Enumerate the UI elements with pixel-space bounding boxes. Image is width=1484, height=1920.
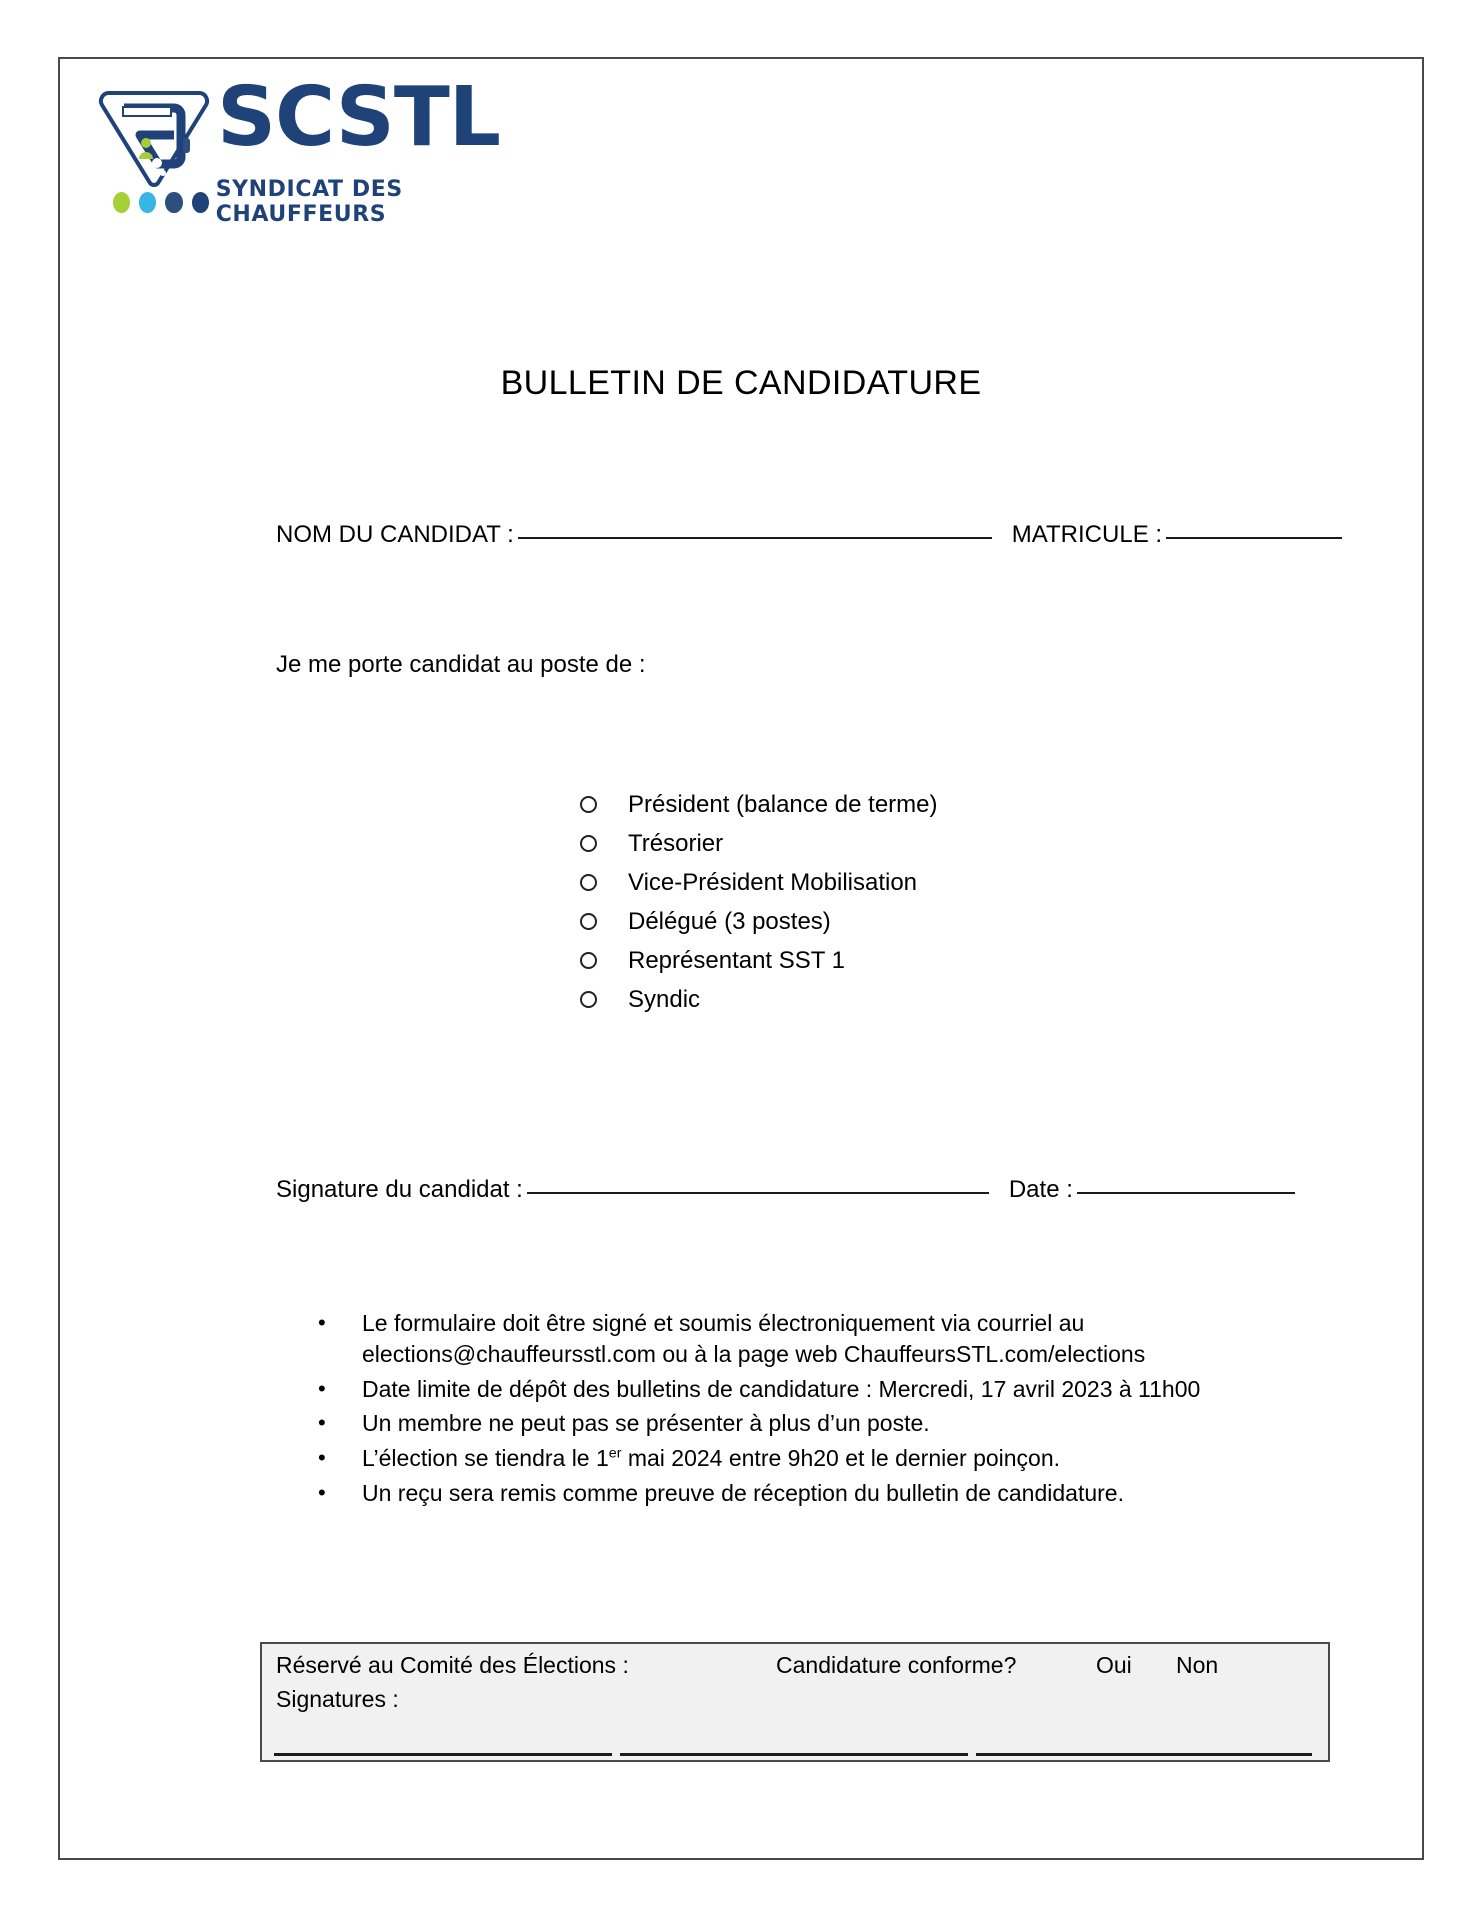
bullet-icon: • — [318, 1375, 326, 1401]
option-delegue[interactable] — [580, 902, 938, 941]
radio-button-icon[interactable] — [580, 952, 597, 969]
committee-signature-input-2[interactable] — [620, 1752, 968, 1756]
signature-row — [276, 1176, 1299, 1204]
logo-tagline — [113, 177, 515, 227]
logo-dot-navy-light — [165, 192, 182, 213]
list-item — [318, 1478, 1318, 1509]
option-tresorier[interactable] — [580, 824, 938, 863]
option-vice-president-mobilisation[interactable] — [580, 863, 938, 902]
bullet-icon: • — [318, 1410, 326, 1436]
radio-button-icon[interactable] — [580, 796, 597, 813]
option-label: Représentant SST 1 — [628, 946, 846, 974]
committee-reserved-label: Réservé au Comité des Élections : — [276, 1652, 629, 1678]
page-title: BULLETIN DE CANDIDATURE — [500, 364, 982, 402]
instruction-text: L’élection se tiendra le 1er mai 2024 entre 9h20 et le dernier poinçon. — [362, 1445, 1061, 1472]
option-label: Trésorier — [628, 829, 724, 857]
logo-wordmark: SCSTL — [217, 70, 501, 165]
radio-button-icon[interactable] — [580, 913, 597, 930]
conformity-yes-option[interactable]: Oui — [1096, 1652, 1132, 1678]
option-syndic[interactable] — [580, 980, 938, 1019]
list-item — [318, 1443, 1318, 1474]
candidate-name-input[interactable] — [518, 536, 992, 539]
intro-label: Je me porte candidat au poste de : — [276, 651, 646, 678]
list-item — [318, 1408, 1318, 1439]
logo-dot-cyan — [139, 192, 156, 213]
signature-label: Signature du candidat : — [276, 1176, 523, 1203]
bullet-icon: • — [318, 1445, 326, 1471]
logo-dot-navy — [192, 192, 209, 213]
radio-button-icon[interactable] — [580, 874, 597, 891]
radio-button-icon[interactable] — [580, 835, 597, 852]
matricule-label: MATRICULE : — [1011, 521, 1163, 548]
option-label: Président (balance de terme) — [628, 790, 938, 818]
intro-text — [276, 651, 646, 679]
instruction-text: Un membre ne peut pas se présenter à plus d’un poste. — [362, 1410, 930, 1437]
date-label: Date : — [1008, 1176, 1073, 1203]
committee-signature-lines — [274, 1752, 1318, 1756]
option-president[interactable] — [580, 785, 938, 824]
radio-button-icon[interactable] — [580, 991, 597, 1008]
logo-block — [95, 70, 515, 227]
conformity-question-label: Candidature conforme? — [776, 1652, 1017, 1678]
signature-input[interactable] — [527, 1191, 989, 1194]
date-input[interactable] — [1077, 1191, 1295, 1194]
logo-tagline-text: SYNDICAT DES CHAUFFEURS — [215, 177, 403, 227]
list-item — [318, 1374, 1318, 1405]
option-representant-sst-1[interactable] — [580, 941, 938, 980]
committee-header-row — [276, 1652, 1306, 1679]
list-item — [318, 1308, 1318, 1370]
position-options-list — [580, 785, 938, 1019]
option-label: Délégué (3 postes) — [628, 907, 831, 935]
candidate-name-row — [276, 521, 1346, 549]
page-sheet — [58, 57, 1424, 1860]
bullet-icon: • — [318, 1310, 326, 1335]
option-label: Syndic — [628, 985, 701, 1013]
matricule-input[interactable] — [1166, 536, 1342, 539]
scstl-funnel-logo-icon — [95, 81, 213, 191]
committee-signature-input-1[interactable] — [274, 1752, 612, 1756]
candidate-name-label: NOM DU CANDIDAT : — [276, 521, 514, 548]
instructions-list — [318, 1308, 1318, 1513]
bullet-icon: • — [318, 1480, 326, 1506]
logo-dot-green — [113, 192, 130, 213]
committee-signatures-label: Signatures : — [276, 1686, 399, 1712]
committee-reserved-box — [260, 1642, 1330, 1762]
conformity-no-option[interactable]: Non — [1176, 1652, 1219, 1678]
instruction-text: Le formulaire doit être signé et soumis électroniquement via courriel au elections@chauffeursstl.com ou à la page web ChauffeursSTL.com/elections — [362, 1310, 1146, 1367]
instruction-text: Date limite de dépôt des bulletins de candidature : Mercredi, 17 avril 2023 à 11h00 — [362, 1375, 1201, 1402]
instruction-text: Un reçu sera remis comme preuve de réception du bulletin de candidature. — [362, 1480, 1124, 1507]
option-label: Vice-Président Mobilisation — [628, 868, 918, 896]
committee-signature-input-3[interactable] — [976, 1752, 1312, 1756]
